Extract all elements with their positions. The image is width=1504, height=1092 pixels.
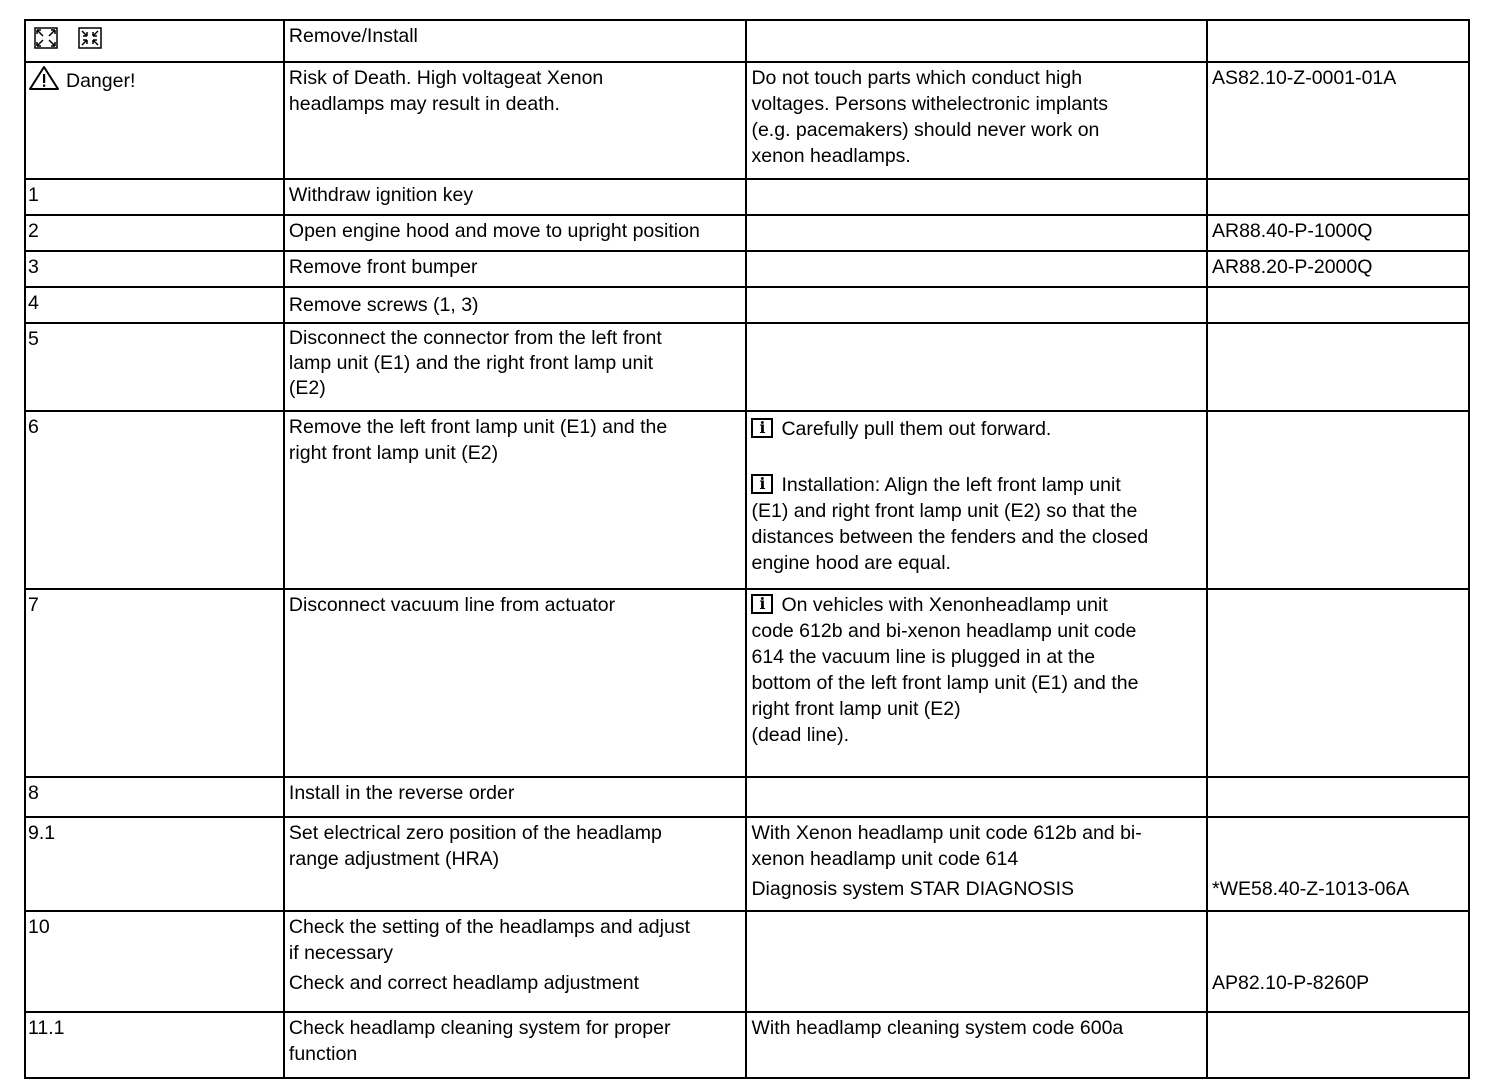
danger-instructions: Do not touch parts which conduct high voltages. Persons withelectronic implants (e.g. pacemakers) should never work on xenon headlamps. [746, 62, 1207, 179]
table-row [25, 215, 1469, 251]
step-number: 6 [25, 411, 284, 589]
step-text: Remove front bumper [284, 251, 747, 287]
danger-label: Danger! [66, 70, 136, 92]
step-number: 8 [25, 777, 284, 817]
step-number: 9.1 [25, 817, 284, 911]
table-row [25, 179, 1469, 215]
danger-reference-link[interactable]: AS82.10-Z-0001-01A [1207, 62, 1469, 179]
step-conditions: With headlamp cleaning system code 600a [746, 1012, 1207, 1078]
expand-icon[interactable] [34, 27, 58, 56]
info-icon: i [751, 474, 773, 494]
view-controls-cell [25, 20, 284, 62]
step-notes: i Carefully pull them out forward. i Installation: Align the left front lamp unit (E1) and right front lamp unit (E2) so that the distances between the fenders and the closed engine hood are equal. [746, 411, 1207, 589]
step-text: Check the setting of the headlamps and adjust if necessary Check and correct headlamp adjustment [284, 911, 747, 1012]
step-number: 2 [25, 215, 284, 251]
danger-cell [25, 62, 284, 179]
table-row [25, 777, 1469, 817]
reference-link[interactable]: AR88.20-P-2000Q [1207, 251, 1469, 287]
step-number: 5 [25, 323, 284, 411]
table-row [25, 251, 1469, 287]
danger-risk: Risk of Death. High voltageat Xenon headlamps may result in death. [284, 62, 747, 179]
procedure-table [24, 19, 1470, 1079]
step-number: 4 [25, 287, 284, 323]
reference-link[interactable]: AR88.40-P-1000Q [1207, 215, 1469, 251]
danger-row [25, 62, 1469, 179]
step-text: Open engine hood and move to upright position [284, 215, 747, 251]
reference-link[interactable]: AP82.10-P-8260P [1207, 911, 1469, 1012]
reference-link[interactable]: *WE58.40-Z-1013-06A [1207, 817, 1469, 911]
warning-triangle-icon [28, 65, 60, 98]
step-number: 3 [25, 251, 284, 287]
step-text: Install in the reverse order [284, 777, 747, 817]
info-icon: i [751, 594, 773, 614]
header-title: Remove/Install [284, 20, 747, 62]
step-text: Remove the left front lamp unit (E1) and the right front lamp unit (E2) [284, 411, 747, 589]
step-text: Check headlamp cleaning system for proper function [284, 1012, 747, 1078]
table-row [25, 589, 1469, 777]
table-row [25, 411, 1469, 589]
collapse-icon[interactable] [78, 27, 102, 56]
step-number: 1 [25, 179, 284, 215]
step-conditions: With Xenon headlamp unit code 612b and bi- xenon headlamp unit code 614 Diagnosis system STAR DIAGNOSIS [746, 817, 1207, 911]
info-icon: i [751, 418, 773, 438]
step-text: Set electrical zero position of the headlamp range adjustment (HRA) [284, 817, 747, 911]
step-text: Disconnect the connector from the left front lamp unit (E1) and the right front lamp unit (E2) [284, 323, 747, 411]
step-notes: i On vehicles with Xenonheadlamp unit code 612b and bi-xenon headlamp unit code 614 the vacuum line is plugged in at the bottom of the left front lamp unit (E1) and the right front lamp unit (E2) (dead line). [746, 589, 1207, 777]
table-row [25, 1012, 1469, 1078]
step-number: 10 [25, 911, 284, 1012]
step-number: 11.1 [25, 1012, 284, 1078]
table-row [25, 287, 1469, 323]
step-text: Withdraw ignition key [284, 179, 747, 215]
step-text: Disconnect vacuum line from actuator [284, 589, 747, 777]
step-number: 7 [25, 589, 284, 777]
step-text: Remove screws (1, 3) [284, 287, 747, 323]
header-row [25, 20, 1469, 62]
table-row [25, 817, 1469, 911]
table-row [25, 911, 1469, 1012]
table-row [25, 323, 1469, 411]
